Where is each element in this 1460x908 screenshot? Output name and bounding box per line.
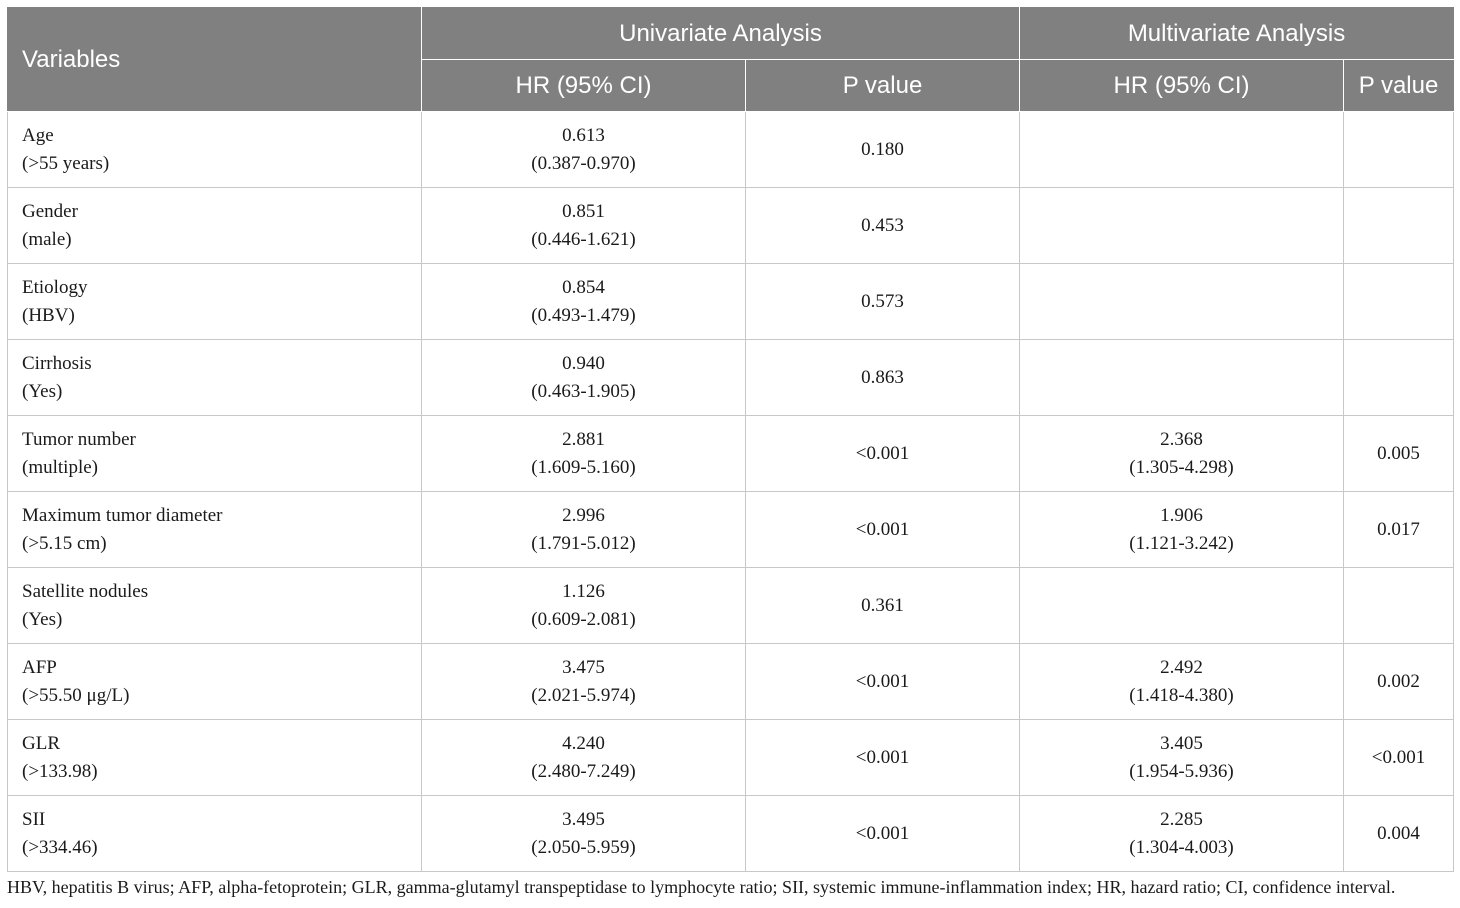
table-body xyxy=(8,112,1454,872)
univariate-hr-value: 3.475 xyxy=(562,656,605,678)
univariate-p-value: 0.453 xyxy=(861,214,904,236)
table-row xyxy=(8,492,1454,568)
variable-cell xyxy=(8,644,422,720)
multivariate-hr-cell xyxy=(1020,644,1344,720)
variable-cell xyxy=(8,568,422,644)
table-row xyxy=(8,416,1454,492)
univariate-ci-value: (2.050-5.959) xyxy=(531,836,636,858)
multivariate-p-value: 0.005 xyxy=(1377,442,1420,464)
multivariate-hr-value: 1.906 xyxy=(1160,504,1203,526)
table-row xyxy=(8,112,1454,188)
multivariate-hr-value: 3.405 xyxy=(1160,732,1203,754)
multivariate-p-value: 0.004 xyxy=(1377,822,1420,844)
header-multivariate-hr: HR (95% CI) xyxy=(1020,60,1344,112)
table-row xyxy=(8,264,1454,340)
variable-name: Tumor number xyxy=(22,428,136,450)
cox-regression-table xyxy=(7,7,1454,872)
univariate-hr-value: 0.854 xyxy=(562,276,605,298)
univariate-ci-value: (0.446-1.621) xyxy=(531,228,636,250)
multivariate-hr-cell xyxy=(1020,188,1344,264)
univariate-hr-cell xyxy=(422,492,746,568)
variable-condition: (male) xyxy=(22,228,72,250)
multivariate-hr-cell xyxy=(1020,340,1344,416)
univariate-hr-cell xyxy=(422,340,746,416)
univariate-ci-value: (0.387-0.970) xyxy=(531,152,636,174)
univariate-p-cell xyxy=(746,492,1020,568)
multivariate-hr-value: 2.285 xyxy=(1160,808,1203,830)
univariate-hr-cell xyxy=(422,644,746,720)
table-row xyxy=(8,568,1454,644)
univariate-ci-value: (0.493-1.479) xyxy=(531,304,636,326)
multivariate-hr-value: 2.492 xyxy=(1160,656,1203,678)
multivariate-p-cell xyxy=(1344,188,1454,264)
variable-name: Age xyxy=(22,124,54,146)
univariate-ci-value: (2.480-7.249) xyxy=(531,760,636,782)
variable-cell xyxy=(8,188,422,264)
multivariate-ci-value: (1.304-4.003) xyxy=(1129,836,1234,858)
univariate-p-value: <0.001 xyxy=(855,442,910,464)
header-multivariate: Multivariate Analysis xyxy=(1020,8,1454,60)
variable-condition: (multiple) xyxy=(22,456,98,478)
header-multivariate-p: P value xyxy=(1344,60,1454,112)
variable-name: Cirrhosis xyxy=(22,352,92,374)
univariate-p-cell xyxy=(746,416,1020,492)
variable-condition: (>55 years) xyxy=(22,152,110,174)
univariate-hr-value: 4.240 xyxy=(562,732,605,754)
univariate-hr-value: 0.851 xyxy=(562,200,605,222)
multivariate-p-cell xyxy=(1344,112,1454,188)
univariate-p-value: 0.361 xyxy=(861,594,904,616)
variable-condition: (HBV) xyxy=(22,304,75,326)
univariate-p-cell xyxy=(746,264,1020,340)
multivariate-hr-cell xyxy=(1020,568,1344,644)
univariate-hr-value: 0.940 xyxy=(562,352,605,374)
table-row xyxy=(8,188,1454,264)
univariate-hr-value: 2.996 xyxy=(562,504,605,526)
univariate-p-cell xyxy=(746,188,1020,264)
table-footnote: HBV, hepatitis B virus; AFP, alpha-fetoprotein; GLR, gamma-glutamyl transpeptidase to lymphocyte ratio; SII, systemic immune-inflammation index; HR, hazard ratio; CI, confidence interval. xyxy=(7,877,1396,897)
variable-name: Gender xyxy=(22,200,78,222)
variable-condition: (Yes) xyxy=(22,608,63,630)
multivariate-hr-cell xyxy=(1020,492,1344,568)
header-univariate: Univariate Analysis xyxy=(422,8,1020,60)
univariate-ci-value: (2.021-5.974) xyxy=(531,684,636,706)
variable-cell xyxy=(8,796,422,872)
multivariate-p-cell xyxy=(1344,568,1454,644)
variable-cell xyxy=(8,340,422,416)
univariate-hr-cell xyxy=(422,112,746,188)
multivariate-ci-value: (1.121-3.242) xyxy=(1129,532,1234,554)
multivariate-hr-cell xyxy=(1020,720,1344,796)
multivariate-hr-cell xyxy=(1020,112,1344,188)
table-row xyxy=(8,340,1454,416)
multivariate-p-cell xyxy=(1344,264,1454,340)
univariate-p-value: 0.573 xyxy=(861,290,904,312)
table-row xyxy=(8,796,1454,872)
variable-name: Etiology xyxy=(22,276,88,298)
univariate-p-value: <0.001 xyxy=(855,746,910,768)
table-header xyxy=(8,8,1454,112)
univariate-hr-value: 3.495 xyxy=(562,808,605,830)
multivariate-hr-cell xyxy=(1020,796,1344,872)
variable-condition: (>133.98) xyxy=(22,760,98,782)
univariate-hr-value: 0.613 xyxy=(562,124,605,146)
univariate-p-cell xyxy=(746,340,1020,416)
univariate-hr-cell xyxy=(422,796,746,872)
multivariate-ci-value: (1.305-4.298) xyxy=(1129,456,1234,478)
variable-name: SII xyxy=(22,808,46,830)
univariate-p-value: 0.180 xyxy=(861,138,904,160)
univariate-ci-value: (1.791-5.012) xyxy=(531,532,636,554)
multivariate-hr-value: 2.368 xyxy=(1160,428,1203,450)
univariate-p-cell xyxy=(746,720,1020,796)
univariate-ci-value: (0.609-2.081) xyxy=(531,608,636,630)
header-univariate-p: P value xyxy=(746,60,1020,112)
multivariate-p-value: 0.002 xyxy=(1377,670,1420,692)
header-univariate-hr: HR (95% CI) xyxy=(422,60,746,112)
univariate-p-cell xyxy=(746,568,1020,644)
variable-condition: (>5.15 cm) xyxy=(22,532,107,554)
table-row xyxy=(8,644,1454,720)
variable-name: Maximum tumor diameter xyxy=(22,504,223,526)
univariate-ci-value: (1.609-5.160) xyxy=(531,456,636,478)
variable-cell xyxy=(8,720,422,796)
variable-name: GLR xyxy=(22,732,60,754)
variable-cell xyxy=(8,112,422,188)
univariate-p-value: 0.863 xyxy=(861,366,904,388)
univariate-hr-cell xyxy=(422,416,746,492)
univariate-p-value: <0.001 xyxy=(855,670,910,692)
multivariate-ci-value: (1.954-5.936) xyxy=(1129,760,1234,782)
univariate-hr-value: 1.126 xyxy=(562,580,605,602)
table-row xyxy=(8,720,1454,796)
univariate-hr-value: 2.881 xyxy=(562,428,605,450)
univariate-hr-cell xyxy=(422,188,746,264)
multivariate-p-cell xyxy=(1344,644,1454,720)
variable-condition: (>334.46) xyxy=(22,836,98,858)
multivariate-p-value: <0.001 xyxy=(1371,746,1426,768)
variable-condition: (>55.50 μg/L) xyxy=(22,684,130,706)
multivariate-p-value: 0.017 xyxy=(1377,518,1420,540)
variable-name: Satellite nodules xyxy=(22,580,149,602)
multivariate-p-cell xyxy=(1344,492,1454,568)
variable-name: AFP xyxy=(22,656,57,678)
univariate-p-cell xyxy=(746,644,1020,720)
variable-condition: (Yes) xyxy=(22,380,63,402)
multivariate-hr-cell xyxy=(1020,264,1344,340)
variable-cell xyxy=(8,264,422,340)
univariate-hr-cell xyxy=(422,264,746,340)
variable-cell xyxy=(8,492,422,568)
univariate-hr-cell xyxy=(422,568,746,644)
multivariate-p-cell xyxy=(1344,416,1454,492)
univariate-hr-cell xyxy=(422,720,746,796)
univariate-p-value: <0.001 xyxy=(855,518,910,540)
multivariate-p-cell xyxy=(1344,340,1454,416)
univariate-p-cell xyxy=(746,796,1020,872)
multivariate-hr-cell xyxy=(1020,416,1344,492)
multivariate-p-cell xyxy=(1344,720,1454,796)
results-table-container xyxy=(7,7,1453,872)
multivariate-p-cell xyxy=(1344,796,1454,872)
multivariate-ci-value: (1.418-4.380) xyxy=(1129,684,1234,706)
univariate-ci-value: (0.463-1.905) xyxy=(531,380,636,402)
variable-cell xyxy=(8,416,422,492)
univariate-p-cell xyxy=(746,112,1020,188)
header-variables: Variables xyxy=(8,8,422,112)
univariate-p-value: <0.001 xyxy=(855,822,910,844)
